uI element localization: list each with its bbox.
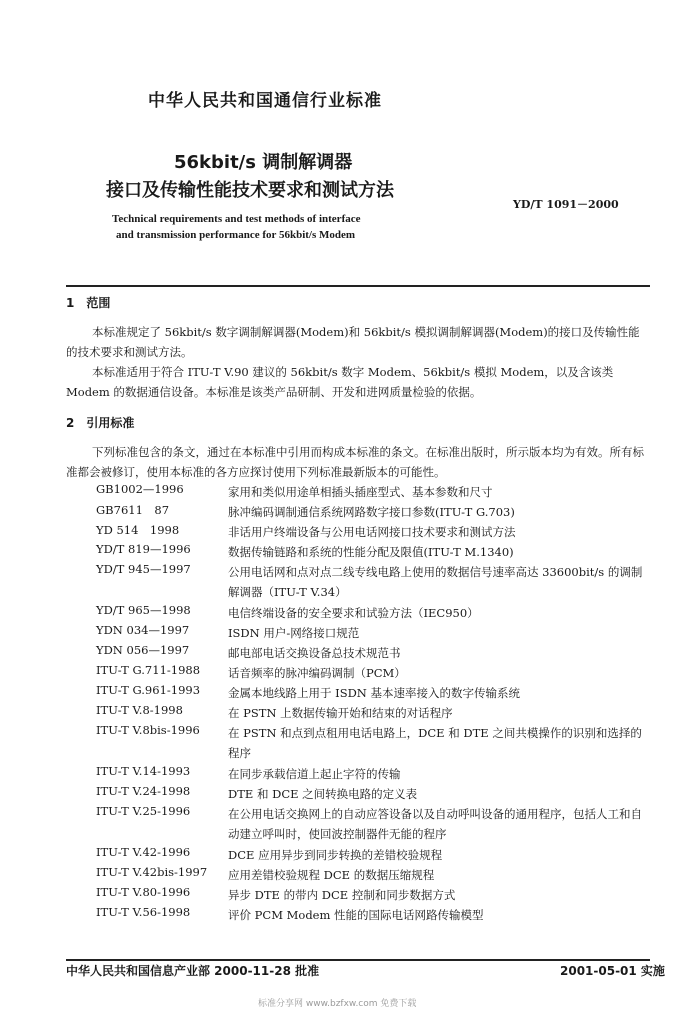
section-1-heading: 1 范围: [66, 296, 111, 310]
issuing-header: 中华人民共和国通信行业标准: [148, 91, 382, 111]
english-title-line-1: Technical requirements and test methods of interface: [112, 213, 361, 225]
ref-desc: 在同步承载信道上起止字符的传输: [228, 767, 401, 781]
ref-desc: DCE 应用异步到同步转换的差错校验规程: [228, 848, 443, 862]
bottom-divider: [66, 959, 650, 961]
ref-desc: 数据传输链路和系统的性能分配及限值(ITU-T M.1340): [228, 545, 514, 559]
title-line-2: 接口及传输性能技术要求和测试方法: [106, 180, 394, 201]
ref-code: ITU-T G.711-1988: [96, 663, 201, 677]
ref-desc: 异步 DTE 的带内 DCE 控制和同步数据方式: [228, 888, 456, 902]
section-1-para-2: 本标准适用于符合 ITU-T V.90 建议的 56kbit/s 数字 Modem、56kbit/s 模拟 Modem，以及含该类 Modem 的数据通信设备。本标准是该类产品研制、开发和进网质量检验的依据。: [66, 365, 614, 399]
ref-code: YD/T 945—1997: [96, 562, 191, 576]
ref-code: ITU-T V.56-1998: [96, 905, 191, 919]
ref-desc: 电信终端设备的安全要求和试验方法（IEC950）: [228, 606, 479, 620]
watermark-text: 标准分享网 www.bzfxw.com 免费下载: [258, 999, 417, 1009]
ref-code: ITU-T V.80-1996: [96, 885, 191, 899]
ref-code: ITU-T V.8bis-1996: [96, 723, 200, 737]
ref-code: ITU-T V.42bis-1997: [96, 865, 208, 879]
ref-desc: 在公用电话交换网上的自动应答设备以及自动呼叫设备的通用程序，包括人工和自动建立呼叫时，使回波控制器件无能的程序: [228, 807, 642, 841]
section-2-intro: 下列标准包含的条文，通过在本标准中引用而构成本标准的条文。在标准出版时，所示版本均为有效。所有标准都会被修订，使用本标准的各方应探讨使用下列标准最新版本的可能性。: [66, 445, 644, 479]
ref-code: ITU-T V.25-1996: [96, 804, 191, 818]
ref-code: ITU-T V.14-1993: [96, 764, 191, 778]
ref-desc: 应用差错校验规程 DCE 的数据压缩规程: [228, 868, 435, 882]
ref-code: YD/T 819—1996: [96, 542, 191, 556]
ref-desc: ISDN 用户-网络接口规范: [228, 626, 360, 640]
ref-desc: 评价 PCM Modem 性能的国际电话网路传输模型: [228, 908, 484, 922]
ref-desc: 非话用户终端设备与公用电话网接口技术要求和测试方法: [228, 525, 516, 539]
ref-code: YD 514 1998: [96, 523, 180, 537]
standard-code: YD/T 1091－2000: [513, 198, 619, 211]
ref-code: ITU-T V.42-1996: [96, 845, 191, 859]
ref-desc: 话音频率的脉冲编码调制（PCM）: [228, 666, 406, 680]
title-line-1: 56kbit/s 调制解调器: [174, 152, 353, 173]
ref-code: YDN 034—1997: [96, 623, 190, 637]
section-1-para-1: 本标准规定了 56kbit/s 数字调制解调器(Modem)和 56kbit/s 模拟调制解调器(Modem)的接口及传输性能的技术要求和测试方法。: [66, 325, 640, 359]
ref-code: ITU-T G.961-1993: [96, 683, 201, 697]
ref-code: GB1002—1996: [96, 482, 184, 496]
ref-desc: DTE 和 DCE 之间转换电路的定义表: [228, 787, 418, 801]
ref-code: GB7611 87: [96, 503, 170, 517]
ref-desc: 邮电部电话交换设备总技术规范书: [228, 646, 401, 660]
ref-desc: 脉冲编码调制通信系统网路数字接口参数(ITU-T G.703): [228, 505, 515, 519]
section-2-heading: 2 引用标准: [66, 416, 135, 430]
ref-desc: 在 PSTN 上数据传输开始和结束的对话程序: [228, 706, 453, 720]
ref-code: ITU-T V.24-1998: [96, 784, 191, 798]
ref-code: YDN 056—1997: [96, 643, 190, 657]
ref-desc: 金属本地线路上用于 ISDN 基本速率接入的数字传输系统: [228, 686, 521, 700]
implementation-date: 2001-05-01 实施: [560, 964, 665, 978]
english-title-line-2: and transmission performance for 56kbit/s Modem: [116, 229, 356, 241]
top-divider: [66, 285, 650, 287]
ref-code: YD/T 965—1998: [96, 603, 191, 617]
ref-code: ITU-T V.8-1998: [96, 703, 183, 717]
ref-desc: 公用电话网和点对点二线专线电路上使用的数据信号速率高达 33600bit/s 的调制解调器（ITU-T V.34）: [228, 565, 643, 599]
approval-line: 中华人民共和国信息产业部 2000-11-28 批准: [66, 964, 320, 978]
ref-desc: 在 PSTN 和点到点租用电话电路上，DCE 和 DTE 之间共模操作的识别和选择的程序: [228, 726, 642, 760]
ref-desc: 家用和类似用途单相插头插座型式、基本参数和尺寸: [228, 485, 493, 499]
